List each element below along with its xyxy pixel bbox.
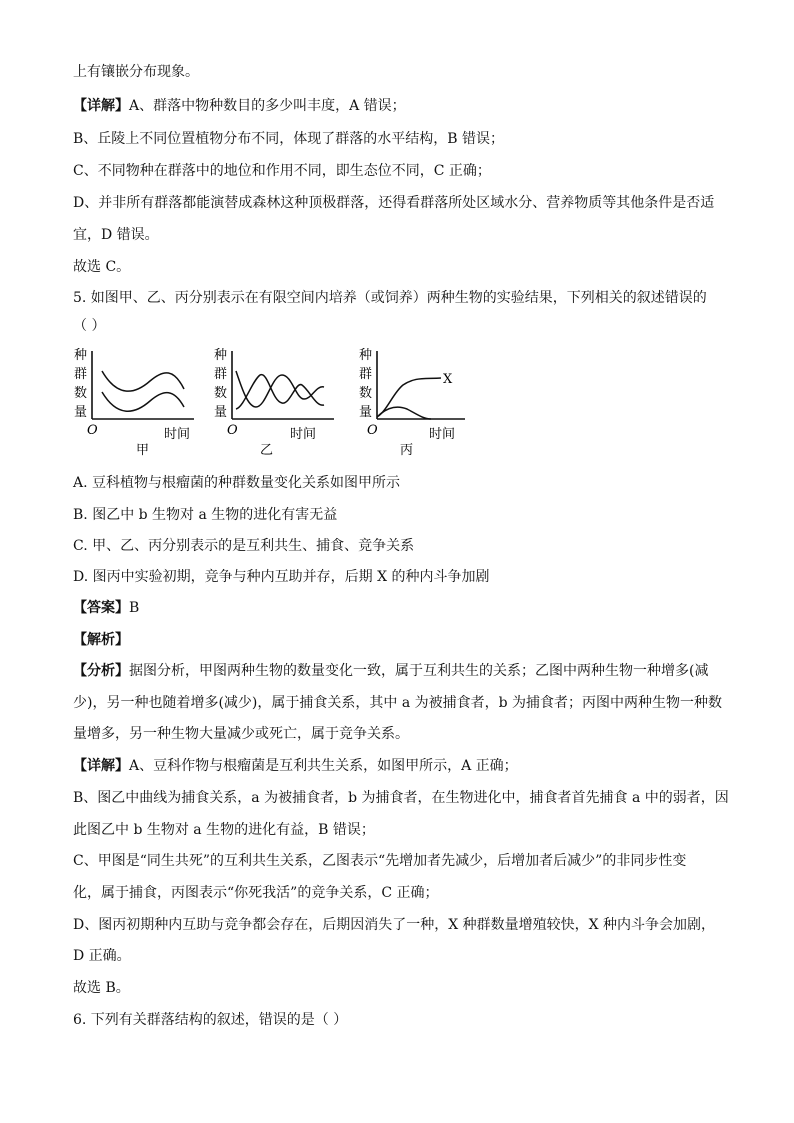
text-content: A、群落中物种数目的多少叫丰度，A 错误； (129, 98, 406, 114)
curve-x-label: X (443, 372, 453, 387)
y-label-char: 群 (74, 367, 88, 382)
text-line: C、不同物种在群落中的地位和作用不同，即生态位不同，C 正确； (73, 163, 491, 179)
option-b: B. 图乙中 b 生物对 a 生物的进化有害无益 (73, 507, 338, 523)
analysis-header (73, 630, 733, 650)
y-label-char: 数 (359, 386, 373, 401)
figure-caption: 丙 (400, 443, 414, 458)
origin-label: O (87, 423, 98, 438)
text-line: 宜，D 错误。 (73, 227, 159, 243)
y-label-char: 量 (214, 405, 228, 420)
y-label-char: 种 (214, 348, 228, 363)
text-line (73, 756, 733, 776)
y-label-char: 数 (214, 386, 228, 401)
figure-bing (357, 345, 487, 460)
answer-value: B (129, 600, 140, 616)
curve-predator (236, 375, 324, 409)
text-content: 据图分析，甲图两种生物的数量变化一致，属于互利共生的关系；乙图中两种生物一种增多(减 (129, 663, 709, 679)
y-label-char: 量 (359, 405, 373, 420)
text-line (73, 96, 733, 116)
figure-caption: 乙 (260, 443, 274, 458)
x-axis-label: 时间 (429, 427, 456, 442)
y-label-char: 种 (74, 348, 88, 363)
figure-jia (72, 345, 202, 460)
y-label-char: 群 (214, 367, 228, 382)
question-5: 5. 如图甲、乙、丙分别表示在有限空间内培养（或饲养）两种生物的实验结果，下列相关的叙述错误的 (73, 290, 707, 306)
option-d: D. 图丙中实验初期，竞争与种内互助并存，后期 X 的种内斗争加剧 (73, 569, 490, 585)
section-tag: 【详解】 (73, 758, 129, 774)
text-line: B、图乙中曲线为捕食关系，a 为被捕食者，b 为捕食者，在生物进化中，捕食者首先捕食 a 中的弱者，因 (73, 790, 729, 806)
option-a: A. 豆科植物与根瘤菌的种群数量变化关系如图甲所示 (73, 475, 401, 491)
section-tag: 【分析】 (73, 663, 129, 679)
y-label-char: 群 (359, 367, 373, 382)
text-line: 少)，另一种也随着增多(减少)，属于捕食关系，其中 a 为被捕食者，b 为捕食者；丙图中两种生物一种数 (73, 695, 723, 711)
curve-upper (102, 371, 184, 391)
text-line: 上有镶嵌分布现象。 (73, 64, 199, 80)
text-line: D 正确。 (73, 948, 131, 964)
text-line: C、甲图是“同生共死”的互利共生关系，乙图表示“先增加者先减少，后增加者后减少”的非同步性变 (73, 853, 687, 869)
curve-x (377, 378, 441, 417)
x-axis-label: 时间 (290, 427, 317, 442)
answer-line (73, 598, 733, 618)
question-6: 6. 下列有关群落结构的叙述，错误的是（ ） (73, 1012, 348, 1028)
text-line: 此图乙中 b 生物对 a 生物的进化有益，B 错误； (73, 822, 375, 838)
text-line: B、丘陵上不同位置植物分布不同，体现了群落的水平结构，B 错误； (73, 131, 505, 147)
curve-lower (102, 392, 184, 411)
text-line: 故选 B。 (73, 980, 130, 996)
text-line: 故选 C。 (73, 259, 131, 275)
question-5-bracket: （ ） (73, 318, 106, 334)
text-line: 化，属于捕食，丙图表示“你死我活”的竞争关系，C 正确； (73, 885, 439, 901)
text-line: 量增多，另一种生物大量减少或死亡，属于竞争关系。 (73, 726, 409, 742)
y-label-char: 数 (74, 386, 88, 401)
answer-tag: 【答案】 (73, 600, 129, 616)
x-axis-label: 时间 (164, 427, 191, 442)
option-c: C. 甲、乙、丙分别表示的是互利共生、捕食、竞争关系 (73, 538, 415, 554)
y-label-char: 量 (74, 405, 88, 420)
text-line: D、并非所有群落都能演替成森林这种顶极群落，还得看群落所处区域水分、营养物质等其他条件是否适 (73, 195, 715, 211)
analysis-tag: 【解析】 (73, 632, 129, 648)
y-label-char: 种 (359, 348, 373, 363)
origin-label: O (367, 423, 378, 438)
figure-caption: 甲 (136, 443, 150, 458)
section-tag: 【详解】 (73, 98, 129, 114)
text-content: A、豆科作物与根瘤菌是互利共生关系，如图甲所示，A 正确； (129, 758, 518, 774)
text-line: D、图丙初期种内互助与竞争都会存在，后期因消失了一种，X 种群数量增殖较快，X 种内斗争会加剧， (73, 917, 716, 933)
text-line (73, 661, 733, 681)
origin-label: O (227, 423, 238, 438)
figure-yi (212, 345, 342, 460)
